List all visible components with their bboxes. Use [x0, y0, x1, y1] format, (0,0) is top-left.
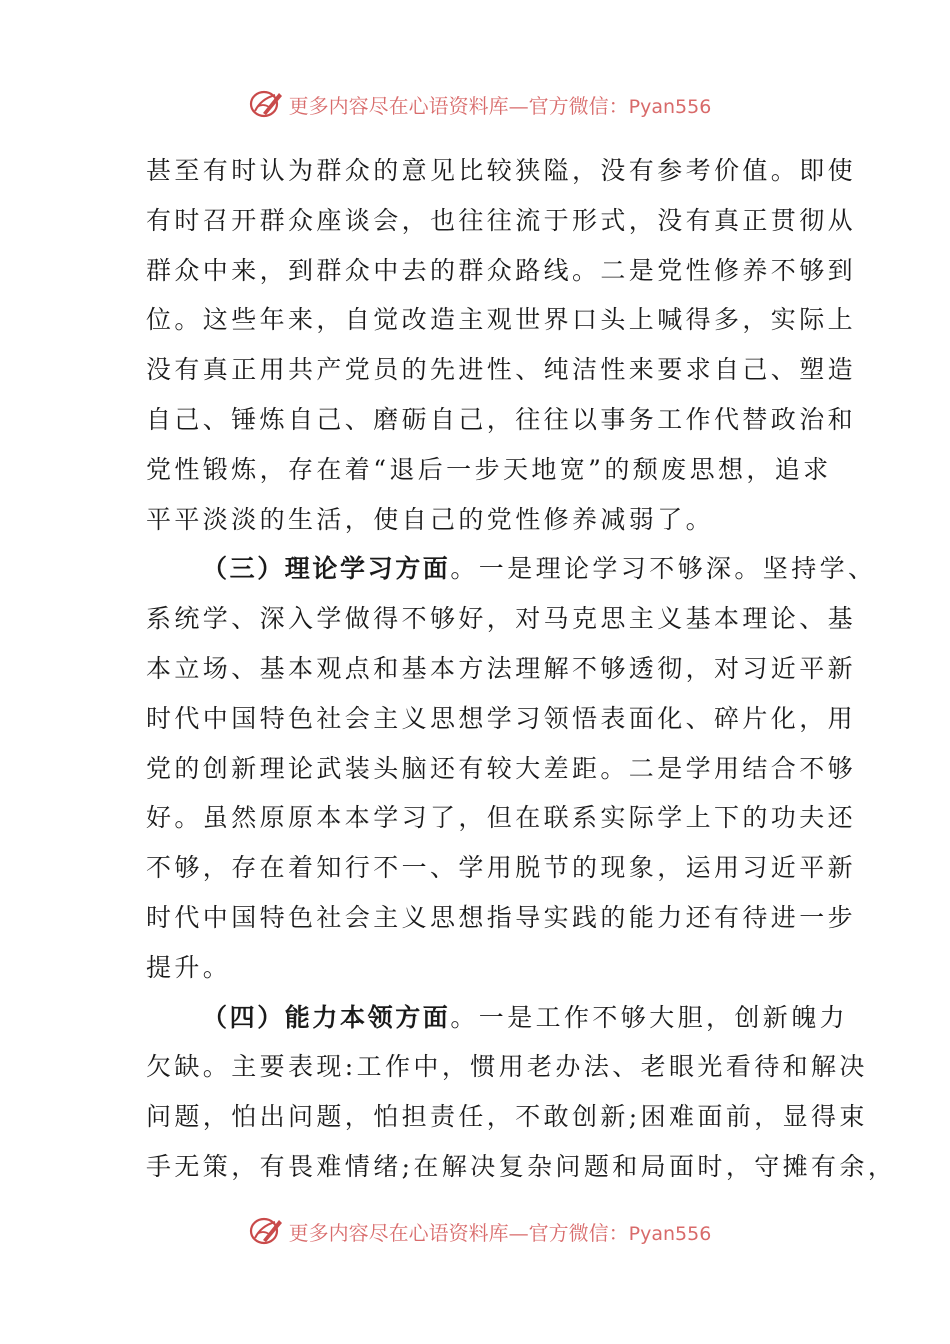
paragraph-line: 欠缺。主要表现:工作中，惯用老办法、老眼光看待和解决: [146, 1052, 868, 1082]
watermark-text: 更多内容尽在心语资料库—官方微信：Pyan556: [288, 1220, 712, 1245]
paragraph-line: 自己、锤炼自己、磨砺自己，往往以事务工作代替政治和: [146, 404, 857, 434]
paragraph-line: 提升。: [146, 952, 232, 982]
watermark-group: [249, 1216, 712, 1246]
paragraph-text: 。一是工作不够大胆，创新魄力: [450, 1002, 849, 1032]
document-body: [146, 146, 897, 1192]
watermark-text: 更多内容尽在心语资料库—官方微信：Pyan556: [288, 93, 712, 118]
watermark-id: Pyan556: [628, 1222, 712, 1245]
paragraph-text: 。一是理论学习不够深。坚持学、: [450, 554, 877, 584]
paragraph-line: 有时召开群众座谈会，也往往流于形式，没有真正贯彻从: [146, 205, 857, 235]
paragraph-line: 位。这些年来，自觉改造主观世界口头上喊得多，实际上: [146, 305, 857, 335]
paragraph-line: 手无策，有畏难情绪;在解决复杂问题和局面时，守摊有余，: [146, 1151, 897, 1181]
pen-logo-icon: [249, 89, 285, 119]
section-heading: （四）能力本领方面: [202, 1002, 451, 1032]
paragraph-line: 系统学、深入学做得不够好，对马克思主义基本理论、基: [146, 604, 857, 634]
header-watermark: [0, 84, 950, 124]
pen-logo-icon: [249, 1216, 285, 1246]
section-four-first-line: [146, 993, 849, 1043]
paragraph-line: 不够，存在着知行不一、学用脱节的现象，运用习近平新: [146, 853, 857, 883]
paragraph-line: 没有真正用共产党员的先进性、纯洁性来要求自己、塑造: [146, 355, 857, 385]
paragraph-line: 好。虽然原原本本学习了，但在联系实际学上下的功夫还: [146, 803, 857, 833]
paragraph-line: 甚至有时认为群众的意见比较狭隘，没有参考价值。即使: [146, 156, 857, 185]
paragraph-line: 群众中来，到群众中去的群众路线。二是党性修养不够到: [146, 255, 857, 285]
watermark-group: [249, 89, 712, 119]
section-three-first-line: [146, 544, 877, 594]
paragraph-line: 党性锻炼，存在着“退后一步天地宽”的颓废思想，追求: [146, 454, 832, 484]
paragraph-line: 时代中国特色社会主义思想学习领悟表面化、碎片化，用: [146, 703, 857, 733]
paragraph-line: 本立场、基本观点和基本方法理解不够透彻，对习近平新: [146, 653, 857, 683]
section-heading: （三）理论学习方面: [202, 554, 451, 584]
paragraph-line: 平平淡淡的生活，使自己的党性修养减弱了。: [146, 504, 715, 534]
paragraph-line: 问题，怕出问题，怕担责任，不敢创新;困难面前，显得束: [146, 1102, 868, 1132]
footer-watermark: [0, 1211, 950, 1251]
paragraph-line: 时代中国特色社会主义思想指导实践的能力还有待进一步: [146, 902, 857, 932]
paragraph-line: 党的创新理论武装头脑还有较大差距。二是学用结合不够: [146, 753, 857, 783]
watermark-id: Pyan556: [628, 95, 712, 118]
